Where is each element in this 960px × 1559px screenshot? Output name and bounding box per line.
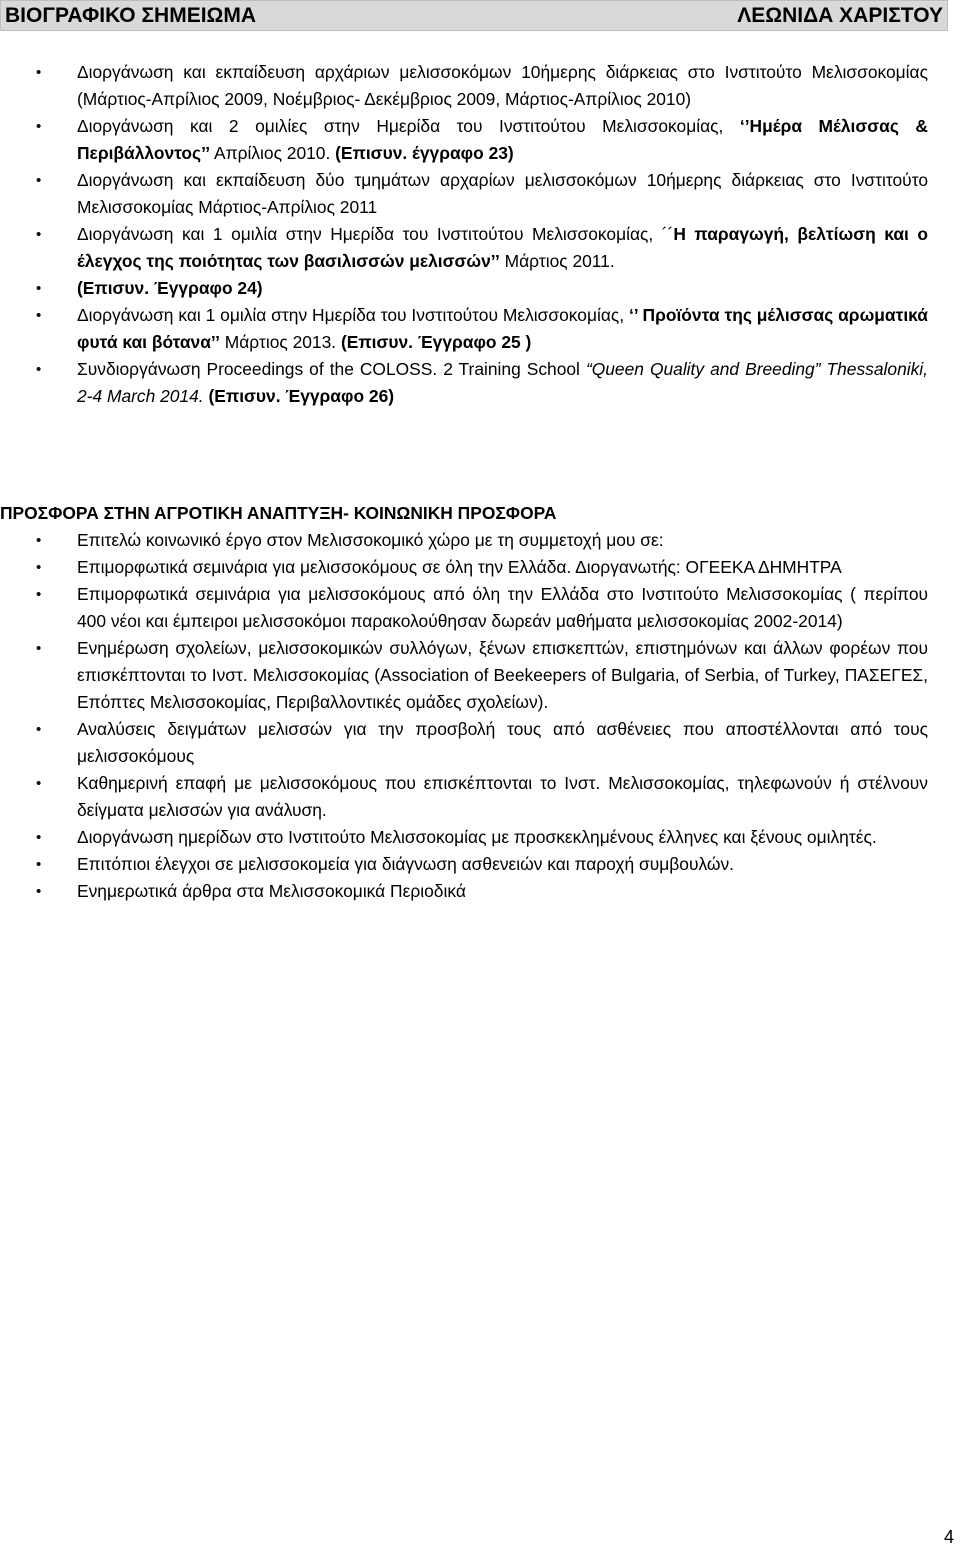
activities-list bbox=[30, 59, 928, 410]
list-item-text: ‘’Ημέρα Μέλισσας & Περιβάλλοντος’’ bbox=[77, 116, 928, 163]
list-item-text: (Επισυν. Έγγραφο 25 ) bbox=[340, 332, 532, 352]
bullet-icon: • bbox=[36, 856, 42, 873]
list-item bbox=[30, 221, 928, 275]
header-author: ΛΕΩΝΙΔΑ ΧΑΡΙΣΤΟΥ bbox=[737, 3, 943, 27]
list-item bbox=[30, 167, 928, 221]
bullet-icon: • bbox=[36, 775, 42, 792]
list-item-text: Διοργάνωση και εκπαίδευση αρχάριων μελισσοκόμων 10ήμερης διάρκειας στο Ινστιτούτο Μελισσοκομίας (Μάρτιος-Απρίλιος 2009, Νοέμβριος- Δεκέμβριος 2009, Μάρτιος-Απρίλιος 2010) bbox=[77, 62, 928, 109]
bullet-icon: • bbox=[36, 883, 42, 900]
list-item-text: Ενημέρωση σχολείων, μελισσοκομικών συλλόγων, ξένων επισκεπτών, επιστημόνων και άλλων φορέων που επισκέπτονται το Ινστ. Μελισσοκομίας (Association of Beekeepers of Bulgaria, of Serbia, of Turkey, ΠΑΣΕΓΕΣ, Επόπτες Μελισσοκομίας, Περιβαλλοντικές ομάδες σχολείων). bbox=[77, 638, 928, 712]
list-item bbox=[30, 716, 928, 770]
list-item-text: (Επισυν. Έγγραφο 24) bbox=[77, 278, 263, 298]
list-item bbox=[30, 527, 928, 554]
list-item bbox=[30, 113, 928, 167]
list-item-text: Διοργάνωση και 2 ομιλίες στην Ημερίδα του Ινστιτούτου Μελισσοκομίας, bbox=[77, 116, 740, 136]
section-heading: ΠΡΟΣΦΟΡΑ ΣΤΗΝ ΑΓΡΟΤΙΚΗ ΑΝΑΠΤΥΞΗ- ΚΟΙΝΩΝΙΚΗ ΠΡΟΣΦΟΡΑ bbox=[0, 503, 557, 523]
list-item-text: ‘’ Προϊόντα της μέλισσας αρωματικά φυτά και βότανα’’ bbox=[77, 305, 928, 352]
bullet-icon: • bbox=[36, 559, 42, 576]
bullet-icon: • bbox=[36, 118, 42, 135]
list-item-text: Διοργάνωση και εκπαίδευση δύο τμημάτων αρχαρίων μελισσοκόμων 10ήμερης διάρκειας στο Ινστιτούτο Μελισσοκομίας Μάρτιος-Απρίλιος 2011 bbox=[77, 170, 928, 217]
bullet-icon: • bbox=[36, 280, 42, 297]
bullet-icon: • bbox=[36, 307, 42, 324]
bullet-icon: • bbox=[36, 829, 42, 846]
list-item-text: Καθημερινή επαφή με μελισσοκόμους που επισκέπτονται το Ινστ. Μελισσοκομίας, τηλεφωνούν ή στέλνουν δείγματα μελισσών για ανάλυση. bbox=[77, 773, 928, 820]
list-item bbox=[30, 635, 928, 716]
list-item-text: Επιτελώ κοινωνικό έργο στον Μελισσοκομικό χώρο με τη συμμετοχή μου σε: bbox=[77, 530, 664, 550]
bullet-icon: • bbox=[36, 640, 42, 657]
list-item-text: Επιμορφωτικά σεμινάρια για μελισσοκόμους σε όλη την Ελλάδα. Διοργανωτής: ΟΓΕΕΚΑ ΔΗΜΗΤΡΑ bbox=[77, 557, 842, 577]
list-item bbox=[30, 275, 928, 302]
bullet-icon: • bbox=[36, 64, 42, 81]
list-item-text: Συνδιοργάνωση Proceedings of the COLOSS. 2 Training School bbox=[77, 359, 586, 379]
bullet-icon: • bbox=[36, 361, 42, 378]
list-item bbox=[30, 554, 928, 581]
list-item bbox=[30, 824, 928, 851]
bullet-icon: • bbox=[36, 226, 42, 243]
list-item-text: Επιμορφωτικά σεμινάρια για μελισσοκόμους από όλη την Ελλάδα στο Ινστιτούτο Μελισσοκομίας ( περίπου 400 νέοι και έμπειροι μελισσοκόμοι παρακολούθησαν δωρεάν μαθήματα μελισσοκομίας 2002-2014) bbox=[77, 584, 928, 631]
list-item-text: Διοργάνωση ημερίδων στο Ινστιτούτο Μελισσοκομίας με προσκεκλημένους έλληνες και ξένους ομιλητές. bbox=[77, 827, 877, 847]
list-item bbox=[30, 302, 928, 356]
list-item bbox=[30, 878, 928, 905]
document-header bbox=[0, 0, 948, 31]
list-item bbox=[30, 770, 928, 824]
list-item-text: Ενημερωτικά άρθρα στα Μελισσοκομικά Περιοδικά bbox=[77, 881, 466, 901]
list-item-text: “Queen Quality and Breeding” Thessaloniki, 2-4 March 2014. bbox=[77, 359, 929, 406]
list-item-text: Διοργάνωση και 1 ομιλία στην Ημερίδα του Ινστιτούτου Μελισσοκομίας, bbox=[77, 305, 629, 325]
list-item bbox=[30, 59, 928, 113]
list-item-text: Διοργάνωση και 1 ομιλία στην Ημερίδα του Ινστιτούτου Μελισσοκομίας, ´´ bbox=[77, 224, 674, 244]
list-item-text: (Επισυν. Έγγραφο 26) bbox=[208, 386, 395, 406]
list-item-text: Επιτόπιοι έλεγχοι σε μελισσοκομεία για διάγνωση ασθενειών και παροχή συμβουλών. bbox=[77, 854, 735, 874]
list-item-text: Αναλύσεις δειγμάτων μελισσών για την προσβολή τους από ασθένειες που αποστέλλονται από τους μελισσοκόμους bbox=[77, 719, 928, 766]
header-title: ΒΙΟΓΡΑΦΙΚΟ ΣΗΜΕΙΩΜΑ bbox=[5, 3, 257, 27]
bullet-icon: • bbox=[36, 586, 42, 603]
list-item-text: Η παραγωγή, βελτίωση και ο έλεγχος της ποιότητας των βασιλισσών μελισσών’’ bbox=[77, 224, 928, 271]
list-item-text: (Επισυν. έγγραφο 23) bbox=[335, 143, 514, 163]
bullet-icon: • bbox=[36, 532, 42, 549]
list-item-text: Απρίλιος 2010. bbox=[210, 143, 336, 163]
list-item bbox=[30, 581, 928, 635]
bullet-icon: • bbox=[36, 172, 42, 189]
list-item bbox=[30, 851, 928, 878]
list-item-text: Μάρτιος 2013. bbox=[219, 332, 341, 352]
bullet-icon: • bbox=[36, 721, 42, 738]
list-item-text: Μάρτιος 2011. bbox=[499, 251, 615, 271]
page-number: 4 bbox=[943, 1527, 954, 1547]
social-contribution-list bbox=[30, 527, 928, 905]
list-item bbox=[30, 356, 928, 410]
